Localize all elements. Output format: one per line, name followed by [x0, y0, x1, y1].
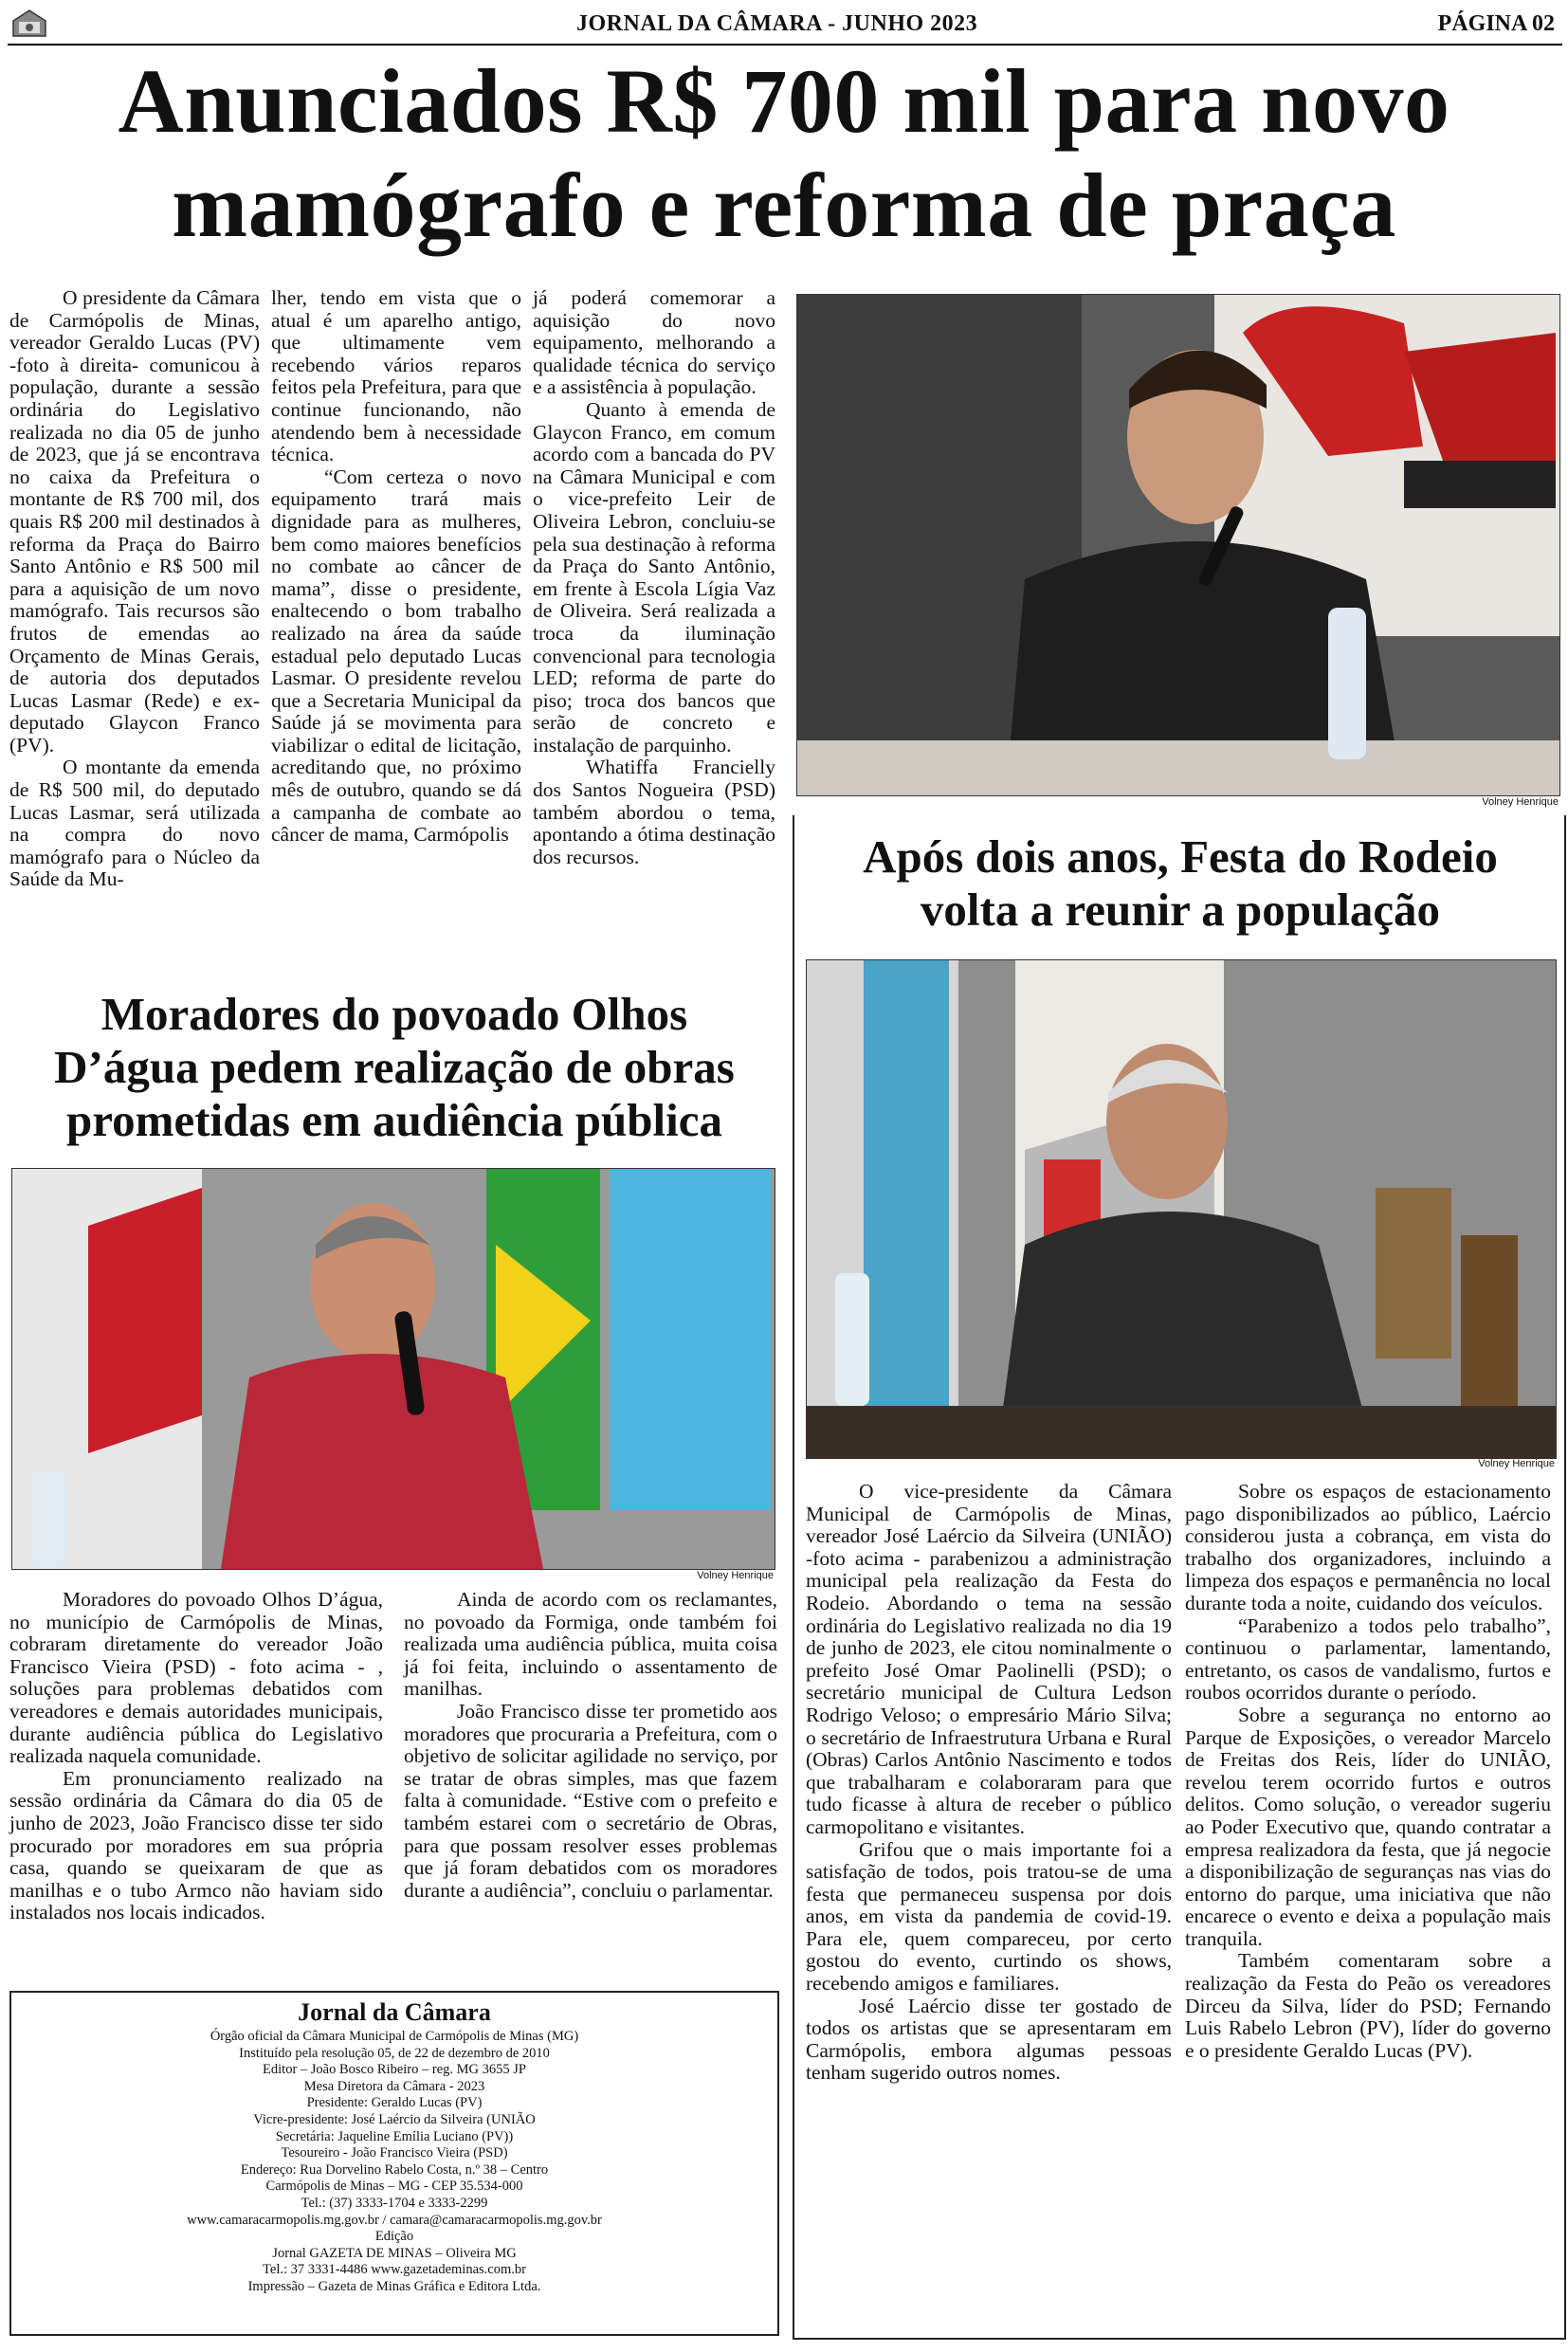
article1-column-2 [271, 287, 521, 847]
main-headline-line: mamógrafo e reforma de praça [172, 155, 1396, 256]
paragraph: O presidente da Câmara de Carmópolis de Minas, vereador Geraldo Lucas (PV) -foto à direita- comunicou à população, durante a sessão ordinária do Legislativo realizada no dia 05 de junho de 2023, que já se encontrava no caixa da Prefeitura o montante de R$ 700 mil, dos quais R$ 200 mil destinados à reforma da Praça do Bairro Santo Antônio e R$ 500 mil para a aquisição de um novo mamógrafo. Tais recursos são frutos de emendas ao Orçamento de Minas Gerais, de autoria dos deputados Lucas Lasmar (Rede) e ex-deputado Glaycon Franco (PV). [9, 286, 260, 757]
paragraph: Também comentaram sobre a realização da Festa do Peão os vereadores Dirceu da Silva, líder do PSD; Fernando Luis Rabelo Lebron (PV), líder do governo e o presidente Geraldo Lucas (PV). [1185, 1949, 1551, 2062]
masthead-line: Vicre-presidente: José Laércio da Silveira (UNIÃO [253, 2111, 536, 2127]
masthead-line: Jornal GAZETA DE MINAS – Oliveira MG [272, 2245, 517, 2261]
olhos-dagua-headline-line: D’água pedem realização de obras [54, 1041, 735, 1093]
photo-credit: Volney Henrique [697, 1570, 774, 1581]
paragraph: Em pronunciamento realizado na sessão ordinária da Câmara do dia 05 de junho de 2023, João Francisco disse ter sido procurado por moradores em sua própria casa, quando se queixaram de que as manilhas e o tubo Armco não haviam sido instalados nos locais indicados. [9, 1766, 383, 1924]
paragraph: Sobre os espaços de estacionamento pago disponibilizados ao público, Laércio considerou justa a cobrança, em vista do trabalho dos organizadores, incluindo a limpeza dos espaços e permanência no local durante toda a noite, cuidando dos veículos. [1185, 1480, 1551, 1614]
paragraph: José Laércio disse ter gostado de todos os artistas que se apresentaram em Carmópolis, embora algumas pessoas tenham sugerido outros nomes. [806, 1994, 1172, 2085]
masthead-line: Edição [374, 2229, 414, 2245]
olhos-dagua-headline-line: prometidas em audiência pública [66, 1094, 722, 1146]
article1-column-3 [533, 287, 775, 868]
olhos-dagua-headline [9, 988, 779, 1147]
masthead-box [9, 1991, 779, 2336]
paragraph: Whatiffa Francielly dos Santos Nogueira (PSD) também abordou o tema, apontando a ótima destinação dos recursos. [533, 756, 775, 868]
photo-credit: Volney Henrique [1482, 796, 1559, 808]
masthead-line: Presidente: Geraldo Lucas (PV) [306, 2095, 483, 2111]
article2-column-2 [404, 1589, 777, 1902]
masthead-line: Tesoureiro - João Francisco Vieira (PSD) [281, 2145, 508, 2161]
running-header [8, 6, 1562, 46]
paragraph: Moradores do povoado Olhos D’água, no município de Carmópolis de Minas, cobraram diretamente do vereador João Francisco Vieira (PSD) - foto acima - , soluções para problemas debatidos com vereadores e demais autoridades municipais, durante audiência pública do Legislativo realizada naquela comunidade. [9, 1588, 383, 1768]
city-seal-icon [9, 8, 49, 40]
masthead-line: Mesa Diretora da Câmara - 2023 [303, 2078, 485, 2094]
article3-column-2 [1185, 1481, 1551, 2062]
president-photo [796, 294, 1560, 796]
masthead-line: Carmópolis de Minas – MG - CEP 35.534-000 [265, 2179, 523, 2195]
rodeio-headline-line: Após dois anos, Festa do Rodeio [863, 830, 1498, 883]
president-photo-illustration [797, 295, 1559, 795]
masthead-line: Órgão oficial da Câmara Municipal de Carmópolis de Minas (MG) [210, 2029, 579, 2044]
running-head: JORNAL DA CÂMARA - JUNHO 2023 [576, 11, 978, 36]
paragraph: O vice-presidente da Câmara Municipal de Carmópolis de Minas, vereador José Laércio da Silveira (UNIÃO) -foto acima - parabenizou a administração municipal pela realização da Festa do Rodeio. Abordando o tema na sessão ordinária do Legislativo realizada no dia 19 de junho de 2023, ele citou nominalmente o prefeito José Omar Paolinelli (PSD); o secretário municipal de Cultura Ledson Rodrigo Veloso; o empresário Mário Silva; o secretário de Infraestrutura Urbana e Rural (Obras) Carlos Antônio Nascimento e todos que trabalharam e colaboraram para que tudo ficasse à altura de receber o público carmopolitano e visitantes. [806, 1480, 1172, 1838]
joao-francisco-photo [11, 1168, 775, 1570]
masthead-line: Secretária: Jaqueline Emília Luciano (PV)) [275, 2128, 514, 2144]
main-headline-line: Anunciados R$ 700 mil para novo [118, 50, 1450, 152]
article1-column-1 [9, 287, 260, 891]
paragraph: “Parabenizo a todos pelo trabalho”, continuou o parlamentar, lamentando, entretanto, os casos de vandalismo, furtos e roubos ocorridos durante o período. [1185, 1614, 1551, 1705]
paragraph: João Francisco disse ter prometido aos moradores que procuraria a Prefeitura, com o objetivo de solicitar agilidade no serviço, por se tratar de obras simples, mas que fazem falta à comunidade. “Estive com o prefeito e também estarei com o secretário de Obras, para que possam resolver esses problemas que já foram debatidos com os moradores durante a audiência”, concluiu o parlamentar. [404, 1699, 777, 1902]
masthead-line: Impressão – Gazeta de Minas Gráfica e Editora Ltda. [247, 2278, 541, 2294]
masthead-line: Tel.: (37) 3333-1704 e 3333-2299 [301, 2195, 488, 2211]
masthead-line: Endereço: Rua Dorvelino Rabelo Costa, n.º 38 – Centro [240, 2161, 549, 2178]
paragraph: Quanto à emenda de Glaycon Franco, em comum acordo com a bancada do PV na Câmara Municipal e com o vice-prefeito Leir de Oliveira Lebron, concluiu-se pela sua destinação à reforma da Praça do Santo Antônio, em frente à Escola Lígia Vaz de Oliveira. Será realizada a troca da iluminação convencional para tecnologia LED; reforma de parte do piso; troca dos bancos que serão de concreto e instalação de parquinho. [533, 397, 775, 757]
paragraph: “Com certeza o novo equipamento trará mais dignidade para as mulheres, bem como maiores benefícios no combate ao câncer de mama”, disse o presidente, enaltecendo o bom trabalho realizado na área da saúde estadual pelo deputado Lucas Lasmar. O presidente revelou que a Secretaria Municipal da Saúde já se movimenta para viabilizar o edital de licitação, acreditando que, no próximo mês de outubro, quando se dá a campanha de combate ao câncer de mama, Carmópolis [271, 465, 521, 847]
olhos-dagua-headline-line: Moradores do povoado Olhos [100, 988, 688, 1040]
page-number: PÁGINA 02 [1437, 11, 1555, 36]
masthead-line: www.camaracarmopolis.mg.gov.br / camara@camaracarmopolis.mg.gov.br [187, 2212, 602, 2228]
main-headline [9, 49, 1559, 258]
masthead-title: Jornal da Câmara [298, 1998, 491, 2026]
paragraph: Sobre a segurança no entorno ao Parque de Exposições, o vereador Marcelo de Freitas dos Reis, líder do UNIÃO, revelou terem ocorrido furtos e outros delitos. Como solução, o vereador sugeriu ao Poder Executivo que, quando contratar a empresa realizadora da festa, que já negocie a disponibilização de seguranças nas vias do entorno do parque, uma iniciativa que não encarece o evento e deixa a população mais tranquila. [1185, 1703, 1551, 1950]
rodeio-headline-line: volta a reunir a população [920, 884, 1441, 936]
joao-francisco-photo-illustration [12, 1169, 775, 1569]
masthead-line: Editor – João Bosco Ribeiro – reg. MG 3655 JP [263, 2062, 526, 2078]
masthead-line: Tel.: 37 3331-4486 www.gazetademinas.com.br [263, 2262, 526, 2278]
paragraph: O montante da emenda de R$ 500 mil, do deputado Lucas Lasmar, será utilizada na compra do novo mamógrafo para o Núcleo da Saúde da Mu- [9, 756, 260, 891]
article2-column-1 [9, 1589, 383, 1924]
paragraph: Ainda de acordo com os reclamantes, no povoado da Formiga, onde também foi realizada uma audiência pública, muita coisa já foi feita, incluindo o assentamento de manilhas. [404, 1588, 777, 1701]
masthead-line: Instituído pela resolução 05, de 22 de dezembro de 2010 [239, 2045, 550, 2061]
article3-column-1 [806, 1481, 1172, 2085]
paragraph: já poderá comemorar a aquisição do novo equipamento, melhorando a qualidade técnica do serviço e a assistência à população. [533, 286, 775, 399]
paragraph: Grifou que o mais importante foi a satisfação de todos, pois tratou-se de uma festa que permaneceu suspensa por dois anos, em vista da pandemia de covid-19. Para ele, quem compareceu, por certo gostou do evento, curtindo os shows, recebendo amigos e familiares. [806, 1837, 1172, 1996]
paragraph: lher, tendo em vista que o atual é um aparelho antigo, que ultimamente vem recebendo vários reparos feitos pela Prefeitura, para que continue funcionando, não atendendo bem à necessidade técnica. [271, 286, 521, 466]
photo-credit: Volney Henrique [1478, 1458, 1555, 1469]
